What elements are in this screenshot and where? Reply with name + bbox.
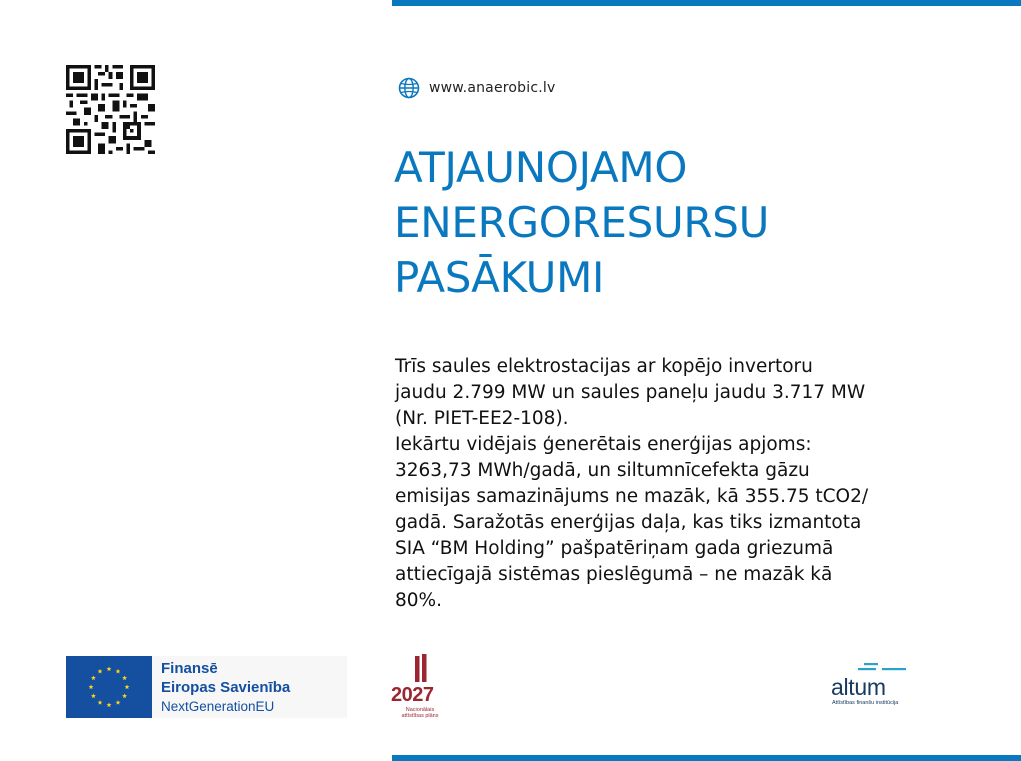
description-line: Iekārtu vidējais ģenerētais enerģijas apjoms: [395, 434, 812, 455]
altum-tagline: Attīstības finanšu institūcija [832, 700, 899, 706]
national-plan-caption-line2: attīstības plāns [401, 713, 439, 719]
eu-funding-logo [66, 656, 347, 718]
website-link[interactable] [398, 77, 555, 99]
top-accent-bar [392, 0, 1021, 6]
eu-flag-icon [66, 656, 152, 718]
description-line: gadā. Saražotās enerģijas daļa, kas tiks izmantota [395, 512, 862, 533]
description-line: attiecīgajā sistēmas pieslēgumā – ne mazāk kā [395, 564, 833, 585]
title-line: PASĀKUMI [394, 253, 605, 302]
title-line: ENERGORESURSU [394, 198, 770, 247]
description-line: 3263,73 MWh/gadā, un siltumnīcefekta gāzu [395, 460, 810, 481]
qr-code[interactable] [66, 65, 155, 154]
national-plan-caption-line1: Nacionālais [405, 707, 435, 713]
website-url[interactable]: www.anaerobic.lv [429, 80, 556, 96]
altum-wordmark: altum [831, 674, 886, 700]
national-plan-year: 2027 [391, 684, 434, 706]
page-title [394, 140, 914, 305]
title-line: ATJAUNOJAMO [394, 143, 688, 192]
description-line: 80%. [395, 590, 442, 611]
description-line: jaudu 2.799 MW un saules paneļu jaudu 3.717 MW [395, 382, 866, 403]
national-plan-logo [389, 654, 449, 722]
eu-funding-line3: NextGenerationEU [161, 698, 275, 714]
national-plan-caption [391, 707, 449, 719]
project-description [395, 354, 935, 614]
description-line: (Nr. PIET-EE2-108). [395, 408, 569, 429]
description-line: Trīs saules elektrostacijas ar kopējo invertoru [395, 356, 813, 377]
altum-logo [830, 662, 910, 710]
eu-funding-line2: Eiropas Savienība [161, 678, 291, 696]
globe-icon [398, 77, 420, 99]
eu-funding-line1: Finansē [161, 659, 218, 677]
description-line: emisijas samazinājums ne mazāk, kā 355.75 tCO2/ [395, 486, 869, 507]
bottom-accent-bar [392, 755, 1021, 761]
description-line: SIA “BM Holding” pašpatēriņam gada griezumā [395, 538, 834, 559]
